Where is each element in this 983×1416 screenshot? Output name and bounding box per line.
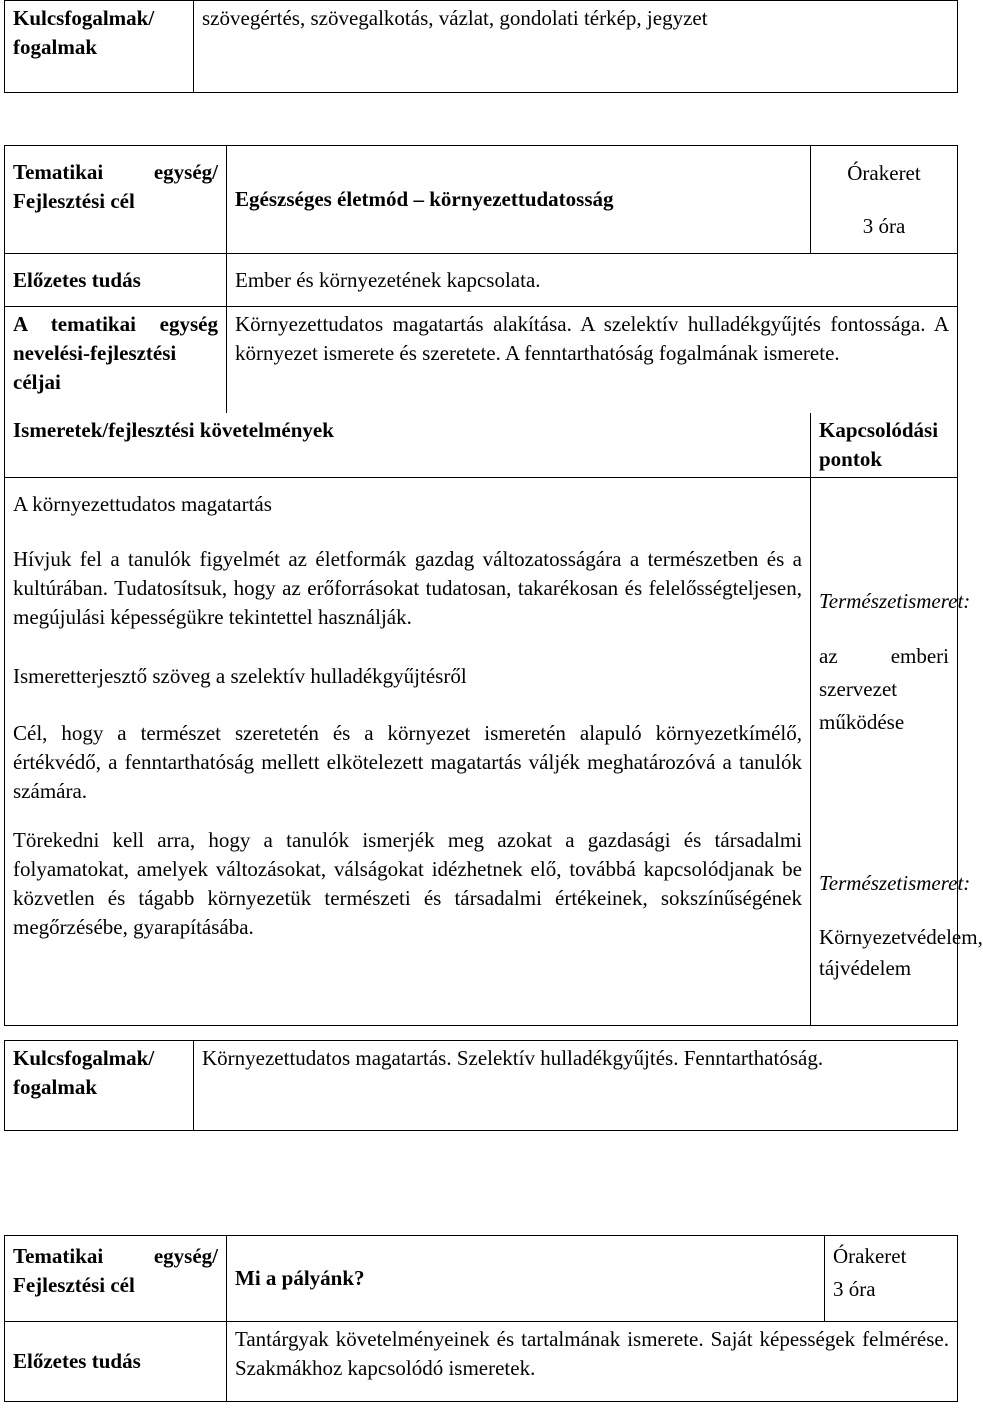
unit1-req-p3: Ismeretterjesztő szöveg a szelektív hulladékgyűjtésről [13, 663, 467, 688]
unit1-key-label: Kulcsfogalmak/ fogalmak [5, 1041, 194, 1131]
unit1-link1-subject: Természetismeret: [819, 588, 971, 613]
unit2-prior-label: Előzetes tudás [5, 1322, 227, 1402]
unit1-links-body [811, 477, 983, 1025]
unit1-goals-value: Környezettudatos magatartás alakítása. A szelektív hulladékgyűjtés fontossága. A környezet ismerete és szeretete. A fenntarthatóság fogalmának ismerete. [227, 307, 958, 413]
unit1-hours-label: Órakeret [847, 160, 921, 185]
top-key-label: Kulcsfogalmak/ fogalmak [5, 1, 194, 93]
unit1-unit-title: Egészséges életmód – környezettudatosság [227, 146, 811, 254]
unit1-req-p4: Cél, hogy a természet szeretetén és a környezet ismeretén alapuló környezetkímélő, értékvédő, a fenntarthatóság mellett elkötelezett magatartás váljék meghatározóvá a tanulók számára. [13, 720, 802, 803]
unit1-key-table [4, 1040, 958, 1131]
unit2-hours-cell [825, 1236, 958, 1322]
unit1-req-p2: Hívjuk fel a tanulók figyelmét az életformák gazdag változatosságára a természetben és a kultúrában. Tudatosítsuk, hogy az erőforrásokat tudatosan, takarékosan és felelősségteljesen, megújulási képességükre tekintettel használják. [13, 546, 802, 629]
unit1-hours-cell [811, 146, 958, 254]
top-key-table [4, 0, 958, 93]
unit1-link2-topic: Környezetvédelem, tájvédelem [819, 924, 983, 980]
unit2-hours-label: Órakeret [833, 1244, 907, 1268]
unit2-unit-title: Mi a pályánk? [227, 1236, 825, 1322]
unit1-table [4, 145, 983, 1026]
unit1-goals-label: A tematikai egység nevelési-fejlesztési céljai [5, 307, 227, 413]
unit2-table [4, 1235, 958, 1402]
top-key-value: szövegértés, szövegalkotás, vázlat, gondolati térkép, jegyzet [194, 1, 958, 93]
unit2-prior-value: Tantárgyak követelményeinek és tartalmának ismerete. Saját képességek felmérése. Szakmákhoz kapcsolódó ismeretek. [227, 1322, 958, 1402]
unit1-key-value: Környezettudatos magatartás. Szelektív hulladékgyűjtés. Fenntarthatóság. [194, 1041, 958, 1131]
unit1-req-header: Ismeretek/fejlesztési követelmények [5, 413, 811, 478]
unit1-req-p5: Törekedni kell arra, hogy a tanulók ismerjék meg azokat a gazdasági és társadalmi folyamatokat, amelyek változásokat, válságokat idézhetnek elő, továbbá kapcsolódjanak be közvetlen és tágabb környezetük természeti és társadalmi értékeinek, sokszínűségének megőrzésébe, gyarapításába. [13, 827, 802, 939]
unit1-link1-topic: az emberi szervezet működése [819, 643, 949, 734]
unit1-links-header: Kapcsolódási pontok [811, 413, 958, 478]
unit1-unit-label: Tematikai egység/ Fejlesztési cél [5, 146, 227, 254]
unit1-prior-value: Ember és környezetének kapcsolata. [227, 254, 958, 307]
unit1-req-p1: A környezettudatos magatartás [13, 491, 272, 516]
unit2-hours-value: 3 óra [833, 1277, 876, 1301]
unit1-hours-value: 3 óra [862, 213, 906, 238]
unit1-req-body [5, 477, 811, 1025]
unit2-unit-label: Tematikai egység/ Fejlesztési cél [5, 1236, 227, 1322]
unit1-prior-label: Előzetes tudás [5, 254, 227, 307]
unit1-link2-subject: Természetismeret: [819, 870, 971, 895]
